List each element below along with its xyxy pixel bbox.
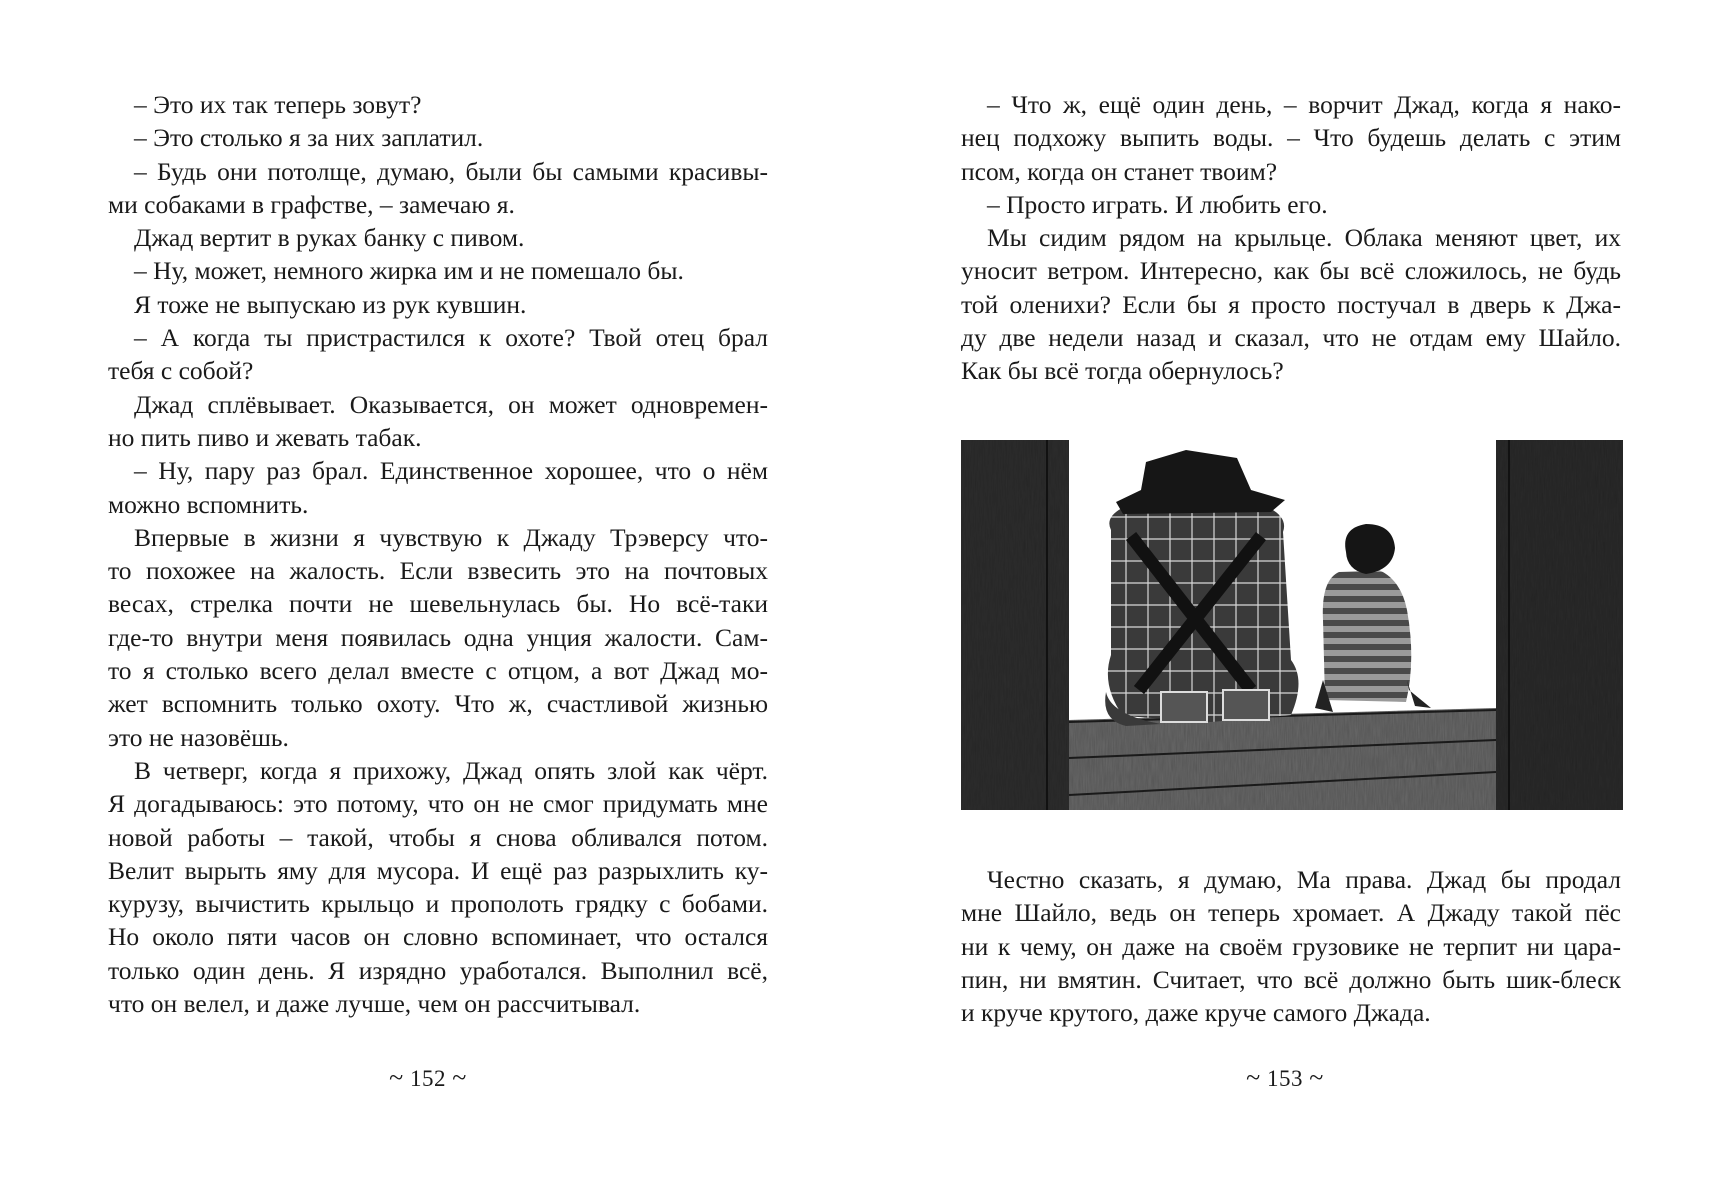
- text-line: жет вспомнить только охоту. Что ж, счастливой жизнью: [108, 689, 768, 719]
- folio-ornament-left: ~: [1246, 1063, 1261, 1092]
- text-line: – Ну, пару раз брал. Единственное хорошее, что о нём: [134, 456, 768, 486]
- text-line: Мы сидим рядом на крыльце. Облака меняют цвет, их: [987, 223, 1621, 253]
- text-line: можно вспомнить.: [108, 489, 309, 519]
- text-line: нец подхожу выпить воды. – Что будешь делать с этим: [961, 123, 1621, 153]
- text-line: – Что ж, ещё один день, – ворчит Джад, когда я нако-: [987, 90, 1621, 119]
- right-page: [857, 0, 1713, 1181]
- page-number-152: 152: [410, 1066, 446, 1091]
- right-page-text-upper: [961, 88, 1621, 388]
- text-line: – Ну, может, немного жирка им и не помешало бы.: [134, 256, 684, 286]
- text-line: тебя с собой?: [108, 356, 254, 386]
- text-line: – Будь они потолще, думаю, были бы самыми красивы-: [134, 156, 768, 186]
- text-line: ни к чему, он даже на своём грузовике не терпит ни цара-: [961, 931, 1621, 961]
- man-figure: [1105, 450, 1298, 726]
- text-line: Я догадываюсь: это потому, что он не смог придумать мне: [108, 789, 768, 819]
- text-line: то похожее на жалость. Если взвесить это на почтовых: [108, 556, 768, 586]
- text-line: новой работы – такой, чтобы я снова обливался потом.: [108, 822, 768, 852]
- text-line: – Просто играть. И любить его.: [987, 189, 1328, 219]
- text-line: псом, когда он станет твоим?: [961, 156, 1278, 186]
- text-line: курузу, вычистить крыльцо и прополоть грядку с бобами.: [108, 889, 768, 919]
- text-line: ду две недели назад и сказал, что не отдам ему Шайло.: [961, 323, 1621, 353]
- text-line: где-то внутри меня появилась одна унция жалости. Сам-: [108, 622, 768, 652]
- text-line: что он велел, и даже лучше, чем он рассчитывал.: [108, 989, 641, 1019]
- text-line: – Это их так теперь зовут?: [134, 90, 422, 119]
- boy-figure: [1315, 524, 1431, 712]
- text-line: мне Шайло, ведь он теперь хромает. А Джаду такой пёс: [961, 898, 1621, 928]
- text-line: Как бы всё тогда обернулось?: [961, 356, 1284, 386]
- text-line: Впервые в жизни я чувствую к Джаду Трэверсу что-: [134, 522, 768, 552]
- text-line: и круче крутого, даже круче самого Джада.: [961, 998, 1431, 1028]
- left-page-text: [108, 88, 768, 1020]
- page-number-153: 153: [1267, 1066, 1303, 1091]
- text-line: В четверг, когда я прихожу, Джад опять злой как чёрт.: [134, 755, 768, 785]
- right-post: [1496, 440, 1623, 810]
- text-line: ми собаками в графстве, – замечаю я.: [108, 189, 515, 219]
- text-line: Но около пяти часов он словно вспоминает, что остался: [108, 922, 768, 952]
- right-page-text-lower: [961, 863, 1621, 1029]
- text-line: – А когда ты пристрастился к охоте? Твой отец брал: [134, 323, 768, 353]
- text-line: пин, ни вмятин. Считает, что всё должно быть шик-блеск: [961, 964, 1621, 994]
- left-page-number: [0, 1063, 856, 1093]
- text-line: но пить пиво и жевать табак.: [108, 422, 422, 452]
- text-line: – Это столько я за них заплатил.: [134, 123, 484, 153]
- porch-illustration: [961, 440, 1623, 810]
- text-line: только один день. Я изрядно уработался. Выполнил всё,: [108, 955, 768, 985]
- text-line: Джад сплёвывает. Оказывается, он может одновремен-: [134, 389, 768, 419]
- text-line: Честно сказать, я думаю, Ма права. Джад бы продал: [987, 865, 1621, 894]
- text-line: то я столько всего делал вместе с отцом, а вот Джад мо-: [108, 656, 768, 686]
- text-line: весах, стрелка почти не шевельнулась бы. Но всё-таки: [108, 589, 768, 619]
- folio-ornament-right: ~: [452, 1063, 467, 1092]
- folio-ornament-right: ~: [1309, 1063, 1324, 1092]
- right-page-number: [857, 1063, 1713, 1093]
- text-line: той оленихи? Если бы я просто постучал в дверь к Джа-: [961, 289, 1621, 319]
- folio-ornament-left: ~: [389, 1063, 404, 1092]
- text-line: уносит ветром. Интересно, как бы всё сложилось, не будь: [961, 256, 1621, 286]
- text-line: Джад вертит в руках банку с пивом.: [134, 223, 525, 253]
- text-line: Я тоже не выпускаю из рук кувшин.: [134, 289, 527, 319]
- left-page: [0, 0, 856, 1181]
- text-line: это не назовёшь.: [108, 722, 289, 752]
- left-post: [961, 440, 1069, 810]
- text-line: Велит вырыть яму для мусора. И ещё раз разрыхлить ку-: [108, 855, 768, 885]
